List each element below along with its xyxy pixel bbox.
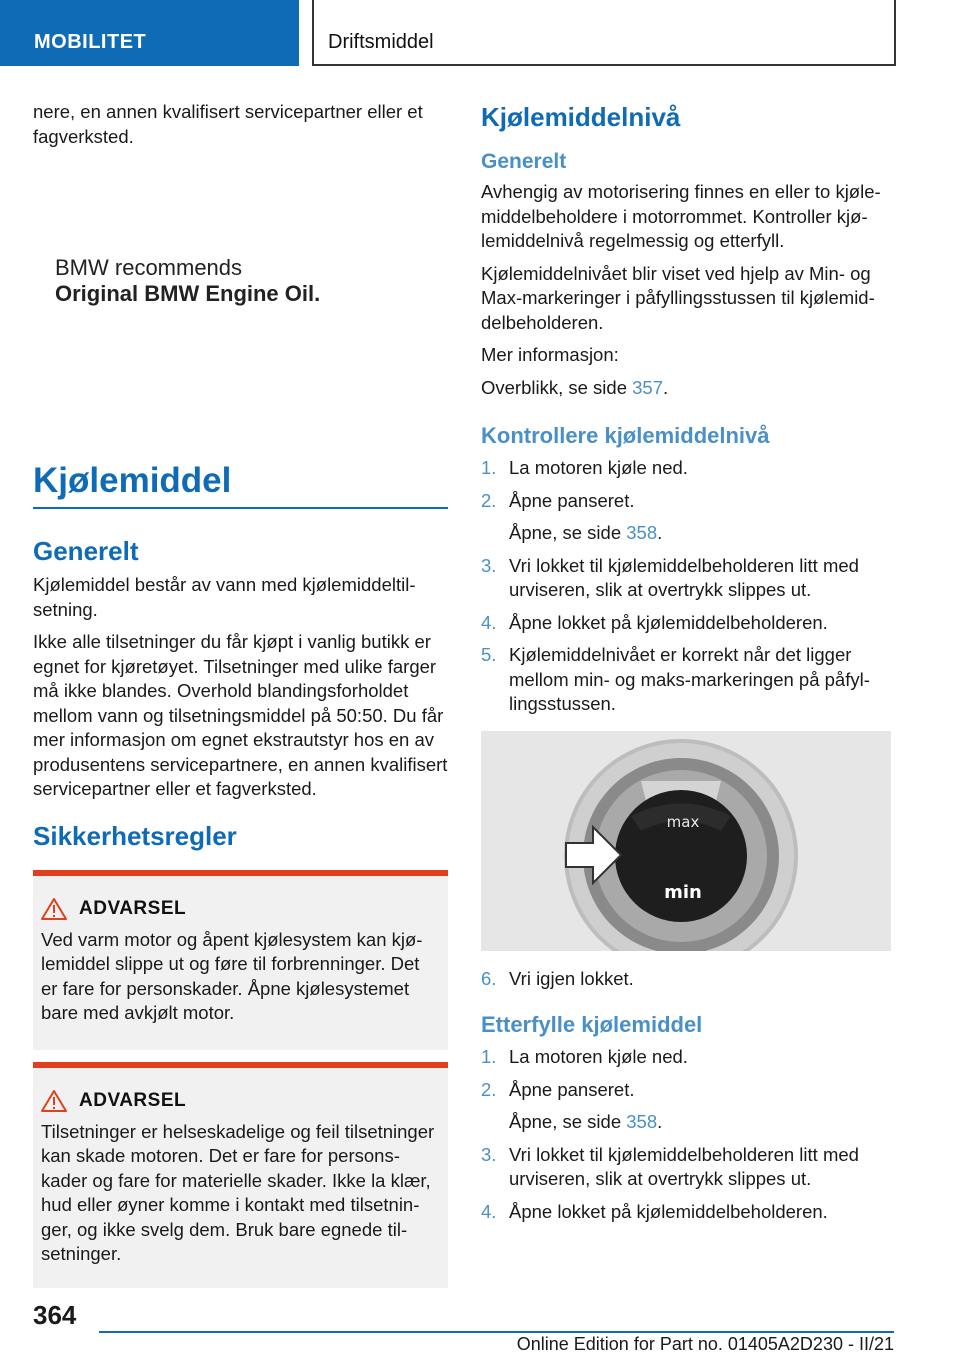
coolant-level-paragraph-1: Avhengig av motorisering finnes en eller to kjølemiddelbeholdere i motorrommet. Kontroller kjølemiddelnivå regelmessig og etterfyll.: [481, 181, 881, 251]
check-steps-list-continued: [481, 967, 896, 992]
list-item: 1. La motoren kjøle ned.: [481, 1046, 688, 1067]
warning-title: ADVARSEL: [79, 897, 187, 919]
heading-safety: Sikkerhetsregler: [33, 820, 237, 851]
refill-steps-list: [481, 1045, 896, 1224]
list-item: 6. Vri igjen lokket.: [481, 967, 634, 989]
page-link-358[interactable]: 358: [626, 522, 658, 543]
bmw-recommends-text: BMW recommends: [55, 255, 243, 280]
coolant-filler-neck-image: [481, 731, 891, 951]
list-item: 1. La motoren kjøle ned.: [481, 457, 688, 478]
intro-text: nere, en annen kvalifisert servicepartner eller et fagverksted.: [33, 101, 423, 147]
heading-generelt-right: Generelt: [481, 150, 567, 173]
section-title-coolant: Kjølemiddel: [33, 461, 448, 509]
warning-title: ADVARSEL: [79, 1089, 187, 1111]
page-link-358[interactable]: 358: [626, 1111, 658, 1132]
list-item: 3. Vri lokket til kjølemiddelbeholderen litt med urviseren, slik at overtrykk slippes ut.: [481, 554, 859, 600]
bmw-oil-text: Original BMW Engine Oil.: [55, 281, 321, 306]
warning-triangle-icon: [41, 1090, 67, 1112]
footer-divider: [99, 1331, 894, 1333]
list-item: 4. Åpne lokket på kjølemiddelbeholderen.: [481, 611, 828, 633]
page-number: 364: [33, 1300, 77, 1330]
section-tab: MOBILITET: [0, 0, 299, 66]
warning-triangle-icon: [41, 898, 67, 920]
generelt-paragraph-1: Kjølemiddel består av vann med kjølemiddeltilsetning.: [33, 574, 416, 620]
list-item: 2. Åpne panseret. Åpne, se side 358.: [481, 1078, 663, 1132]
heading-check-coolant: Kontrollere kjølemiddelnivå: [481, 423, 770, 448]
heading-refill-coolant: Etterfylle kjølemiddel: [481, 1012, 703, 1037]
page-link-357[interactable]: 357: [632, 376, 664, 398]
coolant-level-paragraph-2: Kjølemiddelnivået blir viset ved hjelp av Min- og Max-markeringer i påfyllingsstussen til kjølemiddelbeholderen.: [481, 262, 875, 333]
list-item: 5. Kjølemiddelnivået er korrekt når det ligger mellom min- og maks-markeringen på påfyllingsstussen.: [481, 644, 870, 714]
warning-text: Ved varm motor og åpent kjølesystem kan kjølemiddel slippe ut og føre til forbrenninger. Det er fare for personskader. Åpne kjølesystemet bare med avkjølt motor.: [41, 928, 423, 1023]
check-steps-list: [481, 456, 896, 717]
right-column: [481, 100, 896, 1232]
heading-generelt: Generelt: [33, 536, 139, 566]
list-item: 4. Åpne lokket på kjølemiddelbeholderen.: [481, 1200, 828, 1222]
list-item: 2. Åpne panseret. Åpne, se side 358.: [481, 489, 663, 543]
warning-box-2: [33, 1062, 448, 1288]
generelt-paragraph-2: Ikke alle tilsetninger du får kjøpt i vanlig butikk er egnet for kjøretøyet. Tilsetninger med ulike farger må ikke blandes. Overhold blandingsforholdet mellom vann og tilsetningsmiddel på 50:50. Du får mer informasjon om egnet ekstrautstyr hos en av produsentens servicepartnere, en annen kvalifisert servicepartner eller et fagverksted.: [33, 631, 448, 799]
min-marking: min: [664, 881, 702, 903]
section-title-coolant-level: Kjølemiddelnivå: [481, 102, 681, 132]
bmw-oil-ad: [33, 157, 448, 427]
left-column: [33, 100, 448, 1288]
edition-note: Online Edition for Part no. 01405A2D230 - II/21: [516, 1334, 894, 1354]
warning-text: Tilsetninger er helseskadelige og feil tilsetninger kan skade motoren. Det er fare for personskader og fare for materielle skader. Ikke la klær, hud eller øyner komme i kontakt med tilsetninger, og ikke svelg dem. Bruk bare egnede tilsetninger.: [41, 1120, 435, 1264]
max-marking: max: [666, 812, 700, 831]
overview-reference: Overblikk, se side 357.: [481, 376, 669, 398]
list-item: 3. Vri lokket til kjølemiddelbeholderen litt med urviseren, slik at overtrykk slippes ut.: [481, 1143, 859, 1189]
warning-box-1: [33, 870, 448, 1050]
chapter-title: Driftsmiddel: [312, 0, 896, 66]
more-info-text: Mer informasjon:: [481, 344, 619, 365]
filler-neck-illustration: [481, 731, 891, 951]
